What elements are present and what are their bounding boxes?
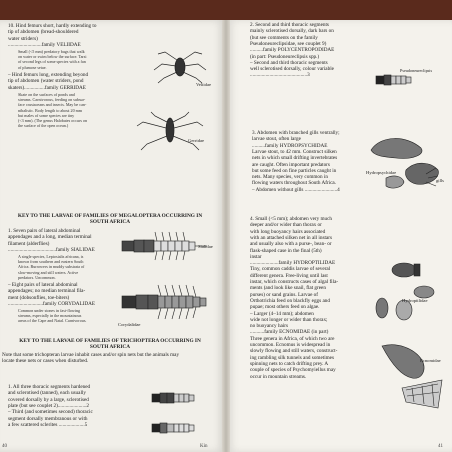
left-corydalidae-desc-line: streams, especially in the mountainous — [18, 313, 82, 319]
section-heading: KEY TO THE LARVAE OF FAMILIES OF TRICHOPTERA OCCURRING IN — [19, 338, 201, 344]
left-gerridae-desc-line: (<3 mm). (The genus Halobates occurs on — [18, 118, 88, 123]
hydropsychidae-illustration — [366, 130, 446, 200]
left-trich1-line: covered dorsally by a large, sclerotised — [8, 396, 89, 403]
left-gerridae-desc-line: Skate on the surfaces of ponds and — [18, 92, 75, 97]
ecnomidae-illustration — [372, 340, 446, 410]
right-couplet4-line: spinning nets to catch drifting prey. A — [250, 360, 329, 367]
right-couplet2-line: well sclerotised dorsally, colour variable — [250, 66, 334, 73]
left-page-number: 40 — [2, 444, 7, 449]
right-couplet4-line: Three genera in Africa, of which two are — [250, 335, 335, 342]
right-couplet4-line: ...........family ECNOMIDAE (in part) — [250, 329, 329, 336]
left-sialidae-desc-line: Africa. Burrowers in muddy substrata of — [18, 264, 85, 270]
right-couplet4-line: different genera. Free-living until last — [250, 272, 328, 279]
right-couplet4-line: ing rambling silk tunnels and sometimes — [250, 354, 335, 361]
gerridae-illustration — [135, 110, 205, 150]
right-couplet4-line: deeper and/or wider than thorax or — [250, 222, 322, 229]
right-couplet3-line: nets. Many species, very common in — [252, 174, 328, 181]
left-gerridae-desc-line: but males of some species are tiny — [18, 112, 75, 118]
left-trich1-line: – Third (and sometimes second) thoracic — [8, 409, 93, 416]
right-couplet3-line: – Abdomen without gills .........................4 — [252, 186, 340, 193]
left-page — [0, 20, 226, 452]
right-couplet4-line: no buoyancy hairs — [250, 323, 289, 330]
right-couplet2-line: ..........family POLYCENTROPODIDAE — [250, 47, 335, 54]
right-couplet4-line: with long buoyancy hairs associated — [250, 228, 326, 235]
right-couplet4-line: pupae; most others feed on algae. — [250, 304, 320, 311]
right-couplet3-line: flowing waters throughout South Africa. — [252, 180, 336, 187]
label-hydroptilidae: Hydroptilidae — [402, 298, 428, 303]
left-trich-intro-line: locate these nets or cases when disturbed. — [2, 358, 89, 365]
left-megal1-line: .....................................family SIALIDAE — [8, 246, 95, 253]
pseudoneureclipsis-illustration — [374, 72, 418, 88]
right-couplet3-line: nets in which small drifting invertebrates — [252, 155, 338, 162]
left-corydalidae-desc-line: areas of the Cape and Natal. Carnivorous. — [18, 318, 87, 324]
sialidae-illustration — [118, 228, 208, 264]
left-gerridae-desc-line: face crustaceans and insects. May be can- — [18, 102, 87, 108]
left-sialidae-desc-line: A single species, Leptosialis africana, is — [18, 254, 84, 259]
label-veliidae: Veliidae — [196, 82, 212, 87]
right-couplet4-line: uncommon. Ecnomus is widespread in — [250, 342, 331, 348]
right-couplet3-line: Larvae stout, to 42 mm. Construct silken — [252, 148, 337, 155]
left-veliidae-desc-line: on water or swim below the surface. Tarsi — [18, 54, 87, 60]
left-trich1-line: 1. All three thoracic segments hardened — [8, 384, 91, 390]
left-couplet10-line: water striders) — [8, 35, 38, 42]
label-gerridae: Gerridae — [188, 138, 205, 143]
left-megal1-line: 1. Seven pairs of lateral abdominal — [8, 228, 81, 234]
right-couplet4-line: – Larger (4–14 mm); abdomen — [250, 310, 314, 317]
right-couplet2-line: (but see comments on the family — [250, 34, 318, 41]
left-gerridae-desc-line: nibalistic. Body length to about 20 mm — [18, 107, 83, 113]
left-corydalidae-desc-line: Common under stones in fast-flowing — [18, 308, 81, 313]
left-couplet10b-line: skaters)................family GERRIDAE — [8, 84, 86, 91]
left-megal1b-line: ...........................family CORYDALIDAE — [8, 300, 96, 307]
right-couplet4-line: flask-shaped case in the final (5th) — [250, 247, 322, 254]
right-couplet4-line: ments (and look like snail, flat green — [250, 285, 326, 292]
trichoptera-larva-illustration-1 — [150, 391, 200, 405]
left-veliidae-desc-line: of plumose setae. — [18, 64, 47, 70]
section-heading: SOUTH AFRICA — [89, 344, 131, 351]
right-couplet2-line: – Second and third thoracic segments — [250, 59, 328, 66]
right-couplet3-line: 3. Abdomen with branched gills ventrally; — [252, 130, 340, 136]
right-couplet4-line: slowly flowing and still waters, construct- — [250, 348, 338, 355]
label-ecnomidae: Ecnomidae — [420, 358, 441, 363]
right-couplet4-line: occur in mountain streams. — [250, 373, 307, 380]
table-background — [0, 0, 452, 22]
right-couplet2-line: mainly sclerotised dorsally, dark bars on — [250, 28, 334, 35]
left-megal1-line: appendages and a long, median terminal — [8, 234, 92, 241]
label-pseudoneureclipsis: Pseudoneureclipsis — [400, 68, 433, 73]
label-corydalidae: Corydalidae — [118, 322, 141, 327]
section-heading: SOUTH AFRICA — [89, 219, 131, 226]
label-sialidae: Sialidae — [198, 244, 213, 249]
right-couplet4-line: Tiny, common caddis larvae of several — [250, 266, 331, 273]
right-couplet2-line: 2. Second and third thoracic segments — [250, 22, 329, 28]
left-trich-intro-line: Note that some trichopteran larvae inhabit cases and/or spin nets but the animals may — [2, 352, 180, 358]
left-trich1-line: plate (but see couplet 2)......................2 — [8, 402, 89, 409]
right-page — [226, 20, 452, 452]
right-couplet4-line: and usually also with a purse-, bean- or — [250, 241, 332, 248]
left-sialidae-desc-line: slow-moving and still waters. Active — [18, 269, 79, 275]
left-veliidae-desc-line: Small (<5 mm) predatory bugs that walk — [18, 49, 85, 54]
left-trich1-line: segment dorsally membranous or with — [8, 415, 88, 422]
left-couplet10b-line: – Hind femurs long, extending beyond — [8, 72, 89, 78]
right-couplet2-line: ............................................3 — [250, 72, 310, 79]
section-heading: KEY TO THE LARVAE OF FAMILIES OF MEGALOPTERA OCCURRING IN — [17, 213, 203, 219]
label-gills: gills — [436, 178, 444, 183]
right-couplet4-line: Orthotrichia feed on blackfly eggs and — [250, 297, 330, 304]
left-veliidae-desc-line: of second legs of some species with a fan — [18, 59, 86, 65]
right-couplet4-line: with an attached silken net in all instars — [250, 234, 332, 241]
right-couplet4-line: couple of species of Psychomyiellus may — [250, 367, 336, 374]
right-couplet4-line: purses) or sand grains. Larvae of — [250, 291, 318, 298]
left-megal1b-line: – Eight pairs of lateral abdominal — [8, 282, 78, 288]
left-gerridae-desc-line: streams. Carnivorous, feeding on subsur- — [18, 97, 86, 103]
right-couplet3-line: ..........family HYDROPSYCHIDAE — [252, 142, 328, 149]
right-couplet3-line: larvae stout, often large — [252, 136, 301, 143]
left-sialidae-desc-line: predators. Uncommon. — [18, 274, 56, 280]
right-couplet4-line: 4. Small (<5 mm); abdomen very much — [250, 216, 333, 222]
left-trich1-line: a few scattered sclerites ....................5 — [8, 421, 88, 428]
open-book — [0, 20, 452, 452]
left-megal1b-line: appendages; no median terminal fila- — [8, 288, 86, 295]
right-page-number: 41 — [438, 444, 443, 449]
left-megal1b-line: ment (dobsonflies, toe-biters) — [8, 294, 70, 301]
book-gutter — [222, 20, 230, 452]
left-couplet10-line: 10. Hind femurs short, hardly extending to — [8, 23, 97, 29]
left-running-foot: Kin — [200, 444, 208, 449]
right-couplet2-line: (in part: Pseudoneureclipsis spp.) — [250, 53, 320, 60]
right-couplet4-line: ......................family HYDROPTILIDAE — [250, 260, 336, 267]
hydroptilidae-illustration — [374, 258, 444, 328]
label-hydropsychidae: Hydropsychidae — [366, 170, 397, 175]
left-gerridae-desc-line: the surface of the open ocean.) — [18, 123, 69, 129]
right-couplet3-line: but some feed on fine particles caught in — [252, 167, 337, 174]
right-couplet4-line: instar, which constructs cases of algal fila- — [250, 279, 339, 285]
left-sialidae-desc-line: known from southern and eastern South — [18, 259, 84, 265]
left-couplet10-line: ..........................family VELIIDAE — [8, 41, 81, 48]
corydalidae-illustration — [118, 282, 210, 322]
left-couplet10b-line: tip of abdomen (water striders, pond — [8, 78, 84, 85]
right-couplet4-line: instar — [250, 253, 262, 260]
veliidae-illustration — [150, 50, 210, 84]
right-couplet4-line: wide not longer or wider than thorax; — [250, 316, 328, 323]
trichoptera-larva-illustration-2 — [150, 421, 200, 435]
left-couplet10-line: tip of abdomen (bread-shouldered — [8, 29, 79, 36]
right-couplet2-line: Pseudoneureclipsidae, see couplet 9) — [250, 40, 327, 47]
right-couplet3-line: are caught. Often important predators — [252, 161, 330, 168]
left-megal1-line: filament (alderflies) — [8, 240, 50, 247]
left-trich1-line: and sclerotised (tanned), each usually — [8, 390, 86, 397]
